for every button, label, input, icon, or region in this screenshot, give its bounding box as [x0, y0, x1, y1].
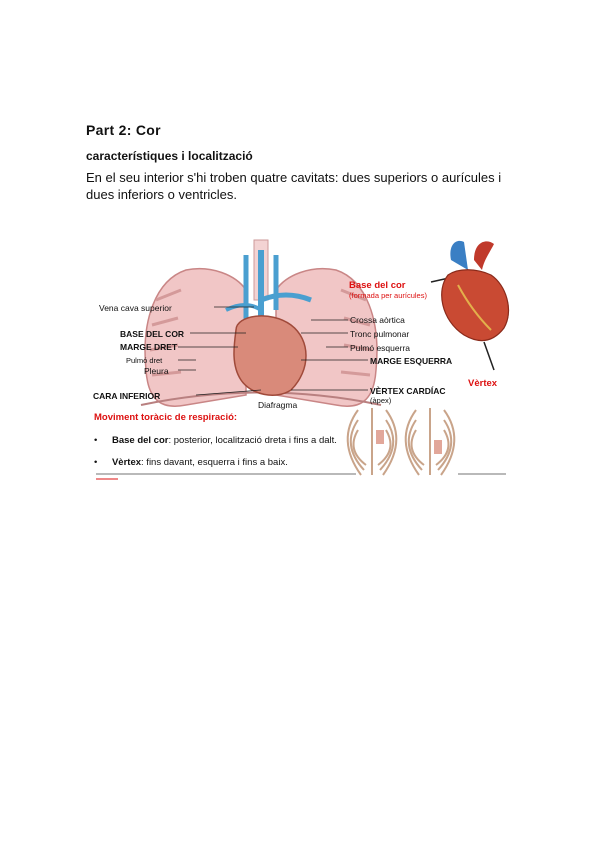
- heart-illustration: [234, 316, 306, 395]
- label-base-del-cor: BASE DEL COR: [120, 329, 185, 339]
- label-pleura: Pleura: [144, 366, 169, 376]
- label-pulmo-esquerra: Pulmó esquerra: [350, 343, 411, 353]
- bullet2-bold: Vèrtex: [111, 457, 142, 468]
- section-subtitle: característiques i localització: [86, 149, 253, 163]
- label-base-del-cor-red: Base del cor: [349, 280, 406, 291]
- anatomical-heart-illustration: [442, 241, 509, 341]
- bullet-mark: •: [94, 435, 98, 446]
- bullet1-bold: Base del cor: [111, 435, 169, 446]
- label-vertex-red: Vèrtex: [468, 378, 498, 389]
- section-title: Part 2: Cor: [86, 122, 161, 138]
- label-cara-inferior: CARA INFERIOR: [93, 391, 161, 401]
- movement-title: Moviment toràcic de respiració:: [94, 412, 238, 423]
- label-vertex-cardiac: VÈRTEX CARDÍAC: [370, 386, 446, 396]
- body-paragraph: En el seu interior s'hi troben quatre cavitats: dues superiors o aurícules i dues inferiors o ventricles.: [86, 170, 502, 202]
- label-diafragma: Diafragma: [258, 400, 298, 410]
- bullet-mark: •: [94, 457, 98, 468]
- ribcage-illustration-2: [406, 408, 455, 475]
- heart-anatomy-figure: [86, 230, 516, 490]
- label-crossa-aortica: Crossa aòrtica: [350, 315, 405, 325]
- bullet-base-del-cor: [94, 435, 337, 446]
- label-formada-aurícules: (formada per aurícules): [349, 291, 427, 300]
- bullet2-text: : fins davant, esquerra i fins a baix.: [141, 457, 288, 468]
- red-mark: [96, 478, 118, 480]
- label-tronc-pulmonar: Tronc pulmonar: [350, 329, 410, 339]
- bullet1-text: : posterior, localització dreta i fins a dalt.: [168, 435, 337, 446]
- label-marge-esquerra: MARGE ESQUERRA: [370, 356, 453, 366]
- label-apex: (àpex): [370, 396, 392, 405]
- label-marge-dret: MARGE DRET: [120, 342, 178, 352]
- label-vena-cava: Vena cava superior: [99, 303, 172, 313]
- bullet-vertex: [94, 457, 288, 468]
- ribcage-illustration-1: [348, 408, 397, 475]
- label-pulmo-dret: Pulmó dret: [126, 356, 163, 365]
